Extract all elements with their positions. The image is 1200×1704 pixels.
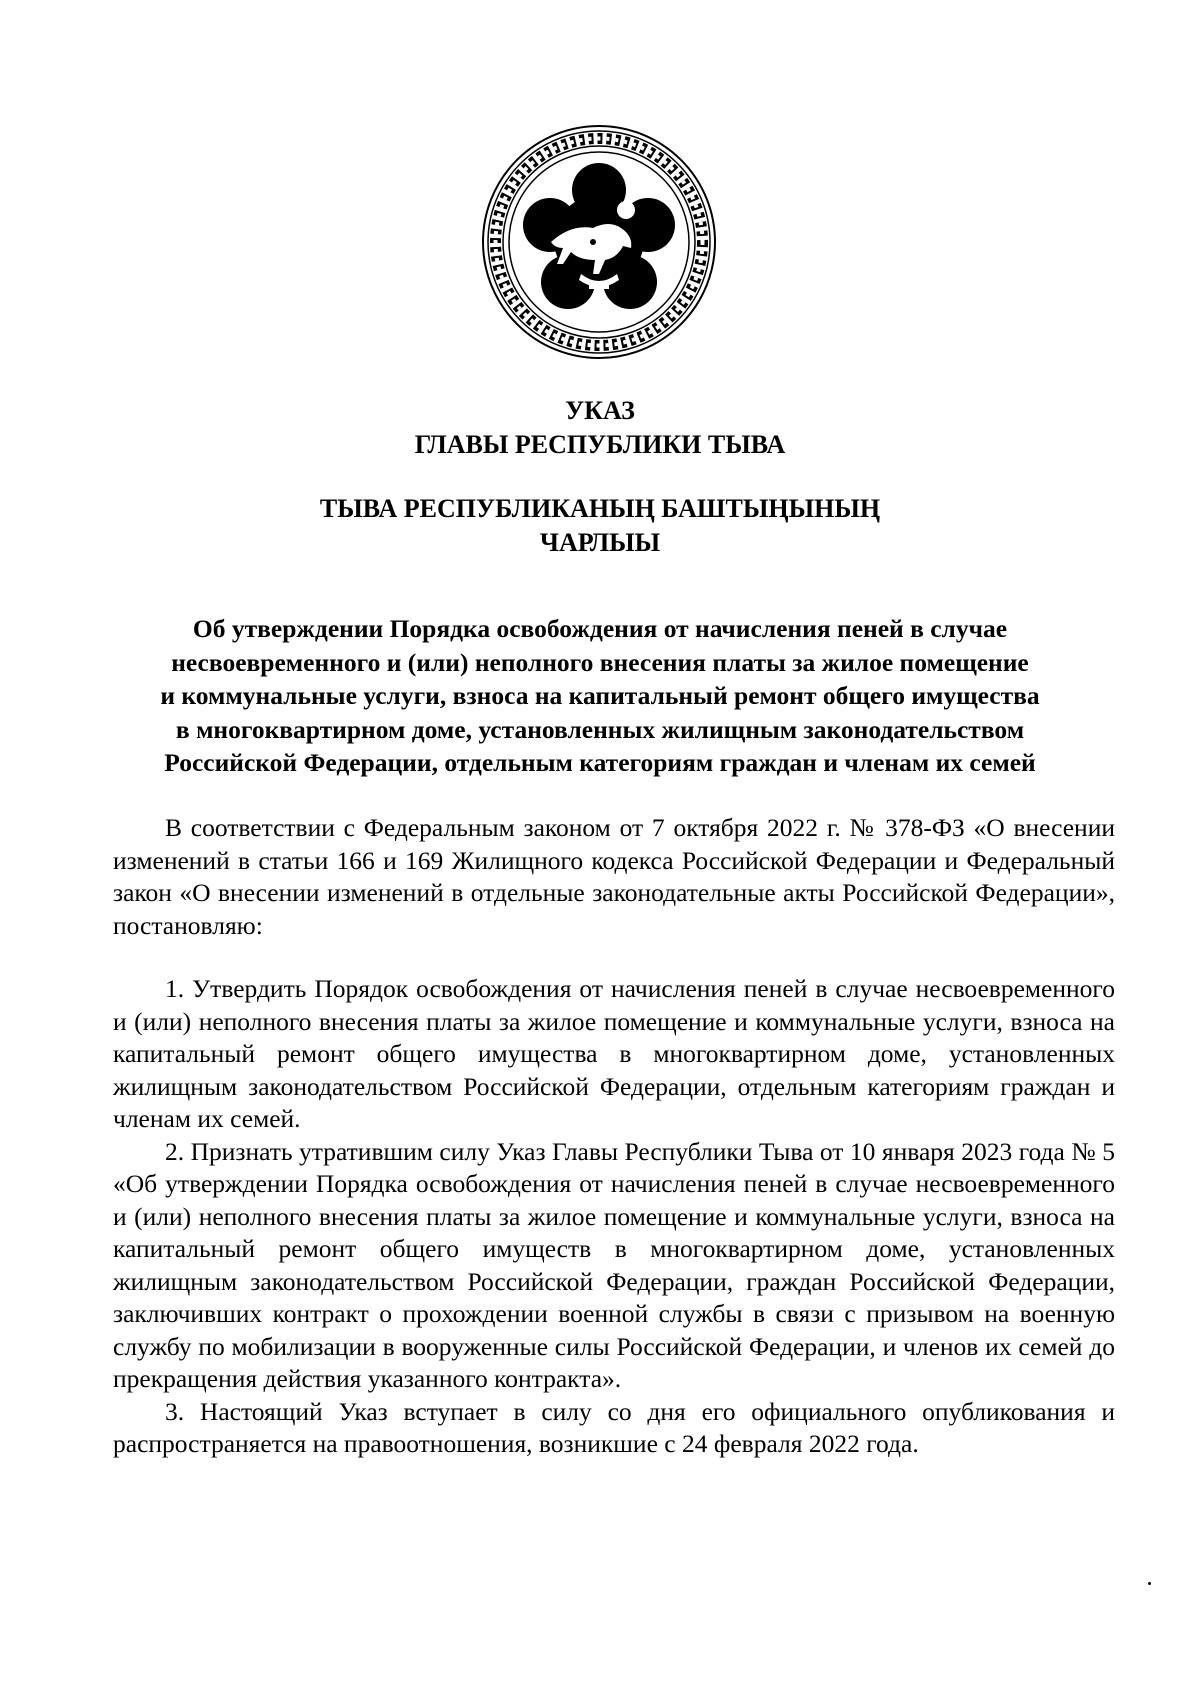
decree-item-3: 3. Настоящий Указ вступает в силу со дня его официального опубликования и распространяется на правоотношения, возникшие с 24 февраля 2022 года. (113, 1396, 1115, 1458)
title-line: и коммунальные услуги, взноса на капитальный ремонт общего имущества (160, 681, 1040, 710)
decree-item-1: 1. Утвердить Порядок освобождения от начисления пеней в случае несвоевременного и (или) неполного внесения платы за жилое помещение и коммунальные услуги, взноса на капитальный ремонт общего имущества в многоквартирном доме, установленных жилищным законодательством Российской Федерации, отдельным категориям граждан и членам их семей. (113, 974, 1115, 1133)
tuvan-issuer: ТЫВА РЕСПУБЛИКАНЫҢ БАШТЫҢЫНЫҢ (319, 494, 881, 523)
preamble-paragraph: В соответствии с Федеральным законом от 7 октября 2022 г. № 378-ФЗ «О внесении изменений в статьи 166 и 169 Жилищного кодекса Российской Федерации и Федеральный закон «О внесении изменений в отдельные законодательные акты Российской Федерации», постановляю: (113, 813, 1115, 940)
tuva-coat-of-arms-icon (481, 124, 717, 360)
preamble-section (113, 812, 1115, 942)
decree-item-2: 2. Признать утратившим силу Указ Главы Республики Тыва от 10 января 2023 года № 5 «Об утверждении Порядка освобождения от начисления пеней в случае несвоевременного и (или) неполного внесения платы за жилое помещение и коммунальные услуги, взноса на капитальный ремонт общего имуществ в многоквартирном доме, установленных жилищным законодательством Российской Федерации, граждан Российской Федерации, заключивших контракт о прохождении военной службы в связи с призывом на военную службу по мобилизации в вооруженные силы Российской Федерации, и членов их семей до прекращения действия указанного контракта». (113, 1136, 1115, 1393)
page-mark (1148, 1582, 1151, 1585)
decree-issuer: ГЛАВЫ РЕСПУБЛИКИ ТЫВА (414, 430, 786, 459)
decree-word: УКАЗ (565, 396, 635, 425)
decree-heading-tuvan (0, 492, 1200, 560)
decree-title (118, 612, 1082, 780)
tuvan-decree-word: ЧАРЛЫЫ (539, 528, 661, 557)
coat-of-arms-emblem (481, 124, 717, 360)
title-line: Российской Федерации, отдельным категориям граждан и членам их семей (164, 748, 1036, 777)
title-line: Об утверждении Порядка освобождения от начисления пеней в случае (192, 614, 1008, 643)
decree-items (113, 973, 1115, 1461)
title-line: в многоквартирном доме, установленных жилищным законодательством (175, 714, 1025, 744)
title-line: несвоевременного и (или) неполного внесения платы за жилое помещение (171, 647, 1029, 677)
decree-heading-russian (0, 394, 1200, 462)
